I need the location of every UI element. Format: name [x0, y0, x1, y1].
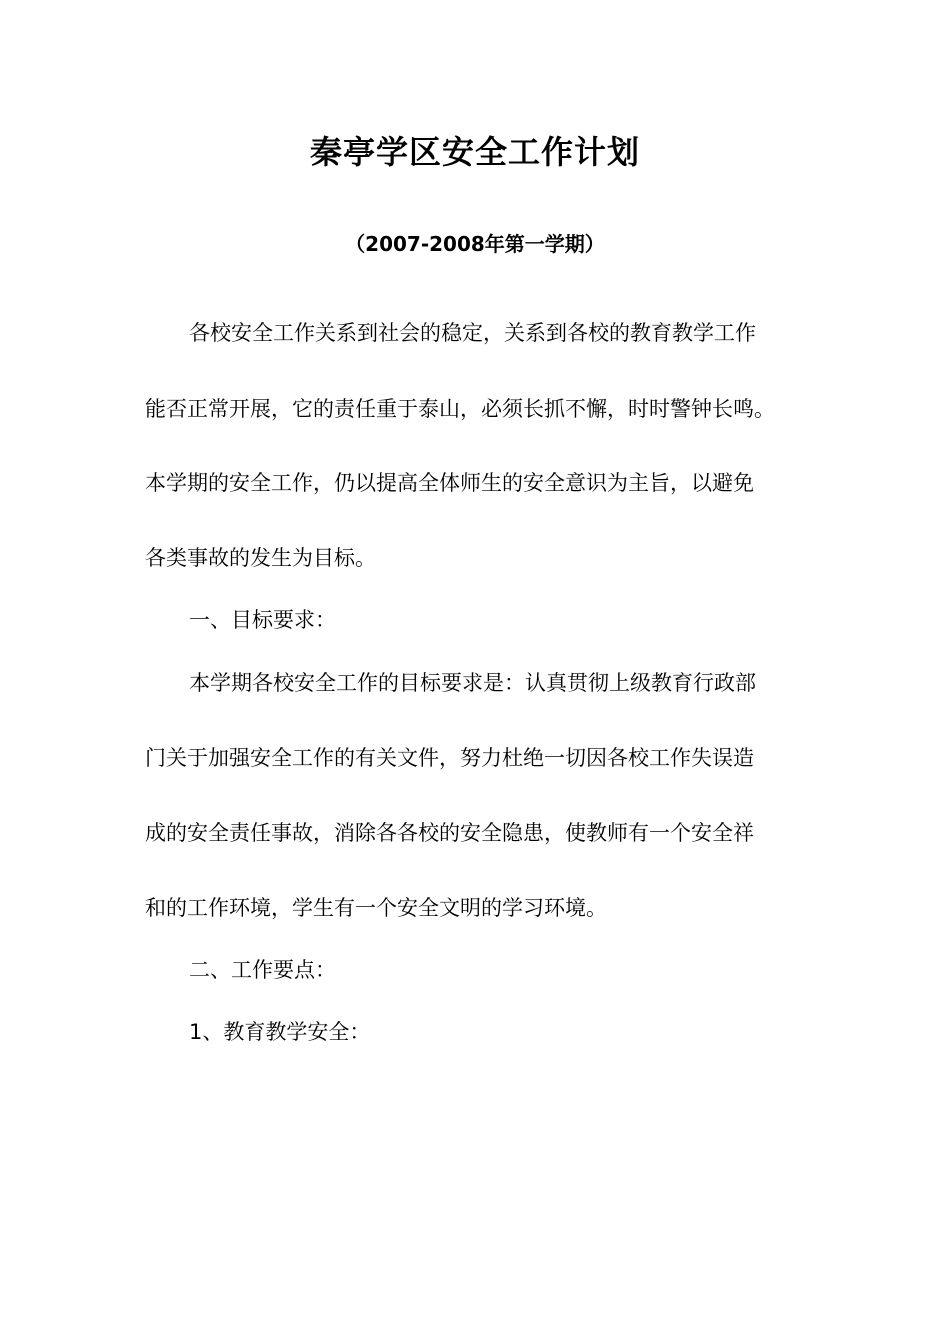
paragraph-line: 本学期的安全工作，仍以提高全体师生的安全意识为主旨，以避免 [145, 471, 754, 495]
document-subtitle: （2007-2008年第一学期） [345, 232, 605, 256]
paragraph-line: 各类事故的发生为目标。 [145, 546, 376, 570]
paragraph-line: 各校安全工作关系到社会的稳定，关系到各校的教育教学工作 [189, 321, 756, 345]
section-heading: 一、目标要求： [189, 608, 336, 632]
document-title: 秦亭学区安全工作计划 [309, 133, 640, 171]
paragraph-line: 门关于加强安全工作的有关文件，努力杜绝一切因各校工作失误造 [145, 746, 754, 770]
paragraph-line: 能否正常开展，它的责任重于泰山，必须长抓不懈，时时警钟长鸣。 [145, 397, 775, 421]
section-heading: 二、工作要点： [189, 958, 336, 982]
subsection-heading: 1、教育教学安全： [189, 1020, 371, 1044]
paragraph-line: 本学期各校安全工作的目标要求是：认真贯彻上级教育行政部 [189, 671, 756, 695]
paragraph-line: 成的安全责任事故，消除各各校的安全隐患，使教师有一个安全祥 [145, 821, 754, 845]
paragraph-line: 和的工作环境，学生有一个安全文明的学习环境。 [145, 896, 607, 920]
